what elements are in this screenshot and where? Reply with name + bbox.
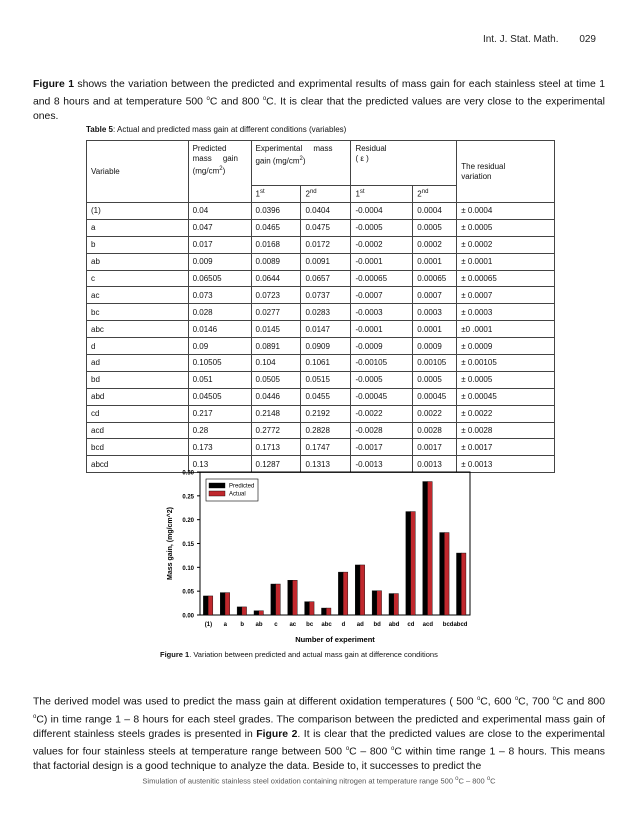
- journal-name: Int. J. Stat. Math.: [482, 34, 559, 45]
- table-cell: -0.0013: [351, 456, 413, 473]
- intro-text: C. It is clear that the predicted values are very close to the experimental ones.: [33, 96, 605, 123]
- table-cell: 0.0005: [413, 219, 457, 236]
- table-cell: 0.0909: [301, 338, 351, 355]
- header-variable: Variable: [87, 141, 189, 203]
- table-cell: 0.0145: [251, 321, 301, 338]
- table-cell: -0.0005: [351, 371, 413, 388]
- table-cell: ± 0.0028: [457, 422, 555, 439]
- header-text: Residual: [355, 144, 387, 153]
- mass-gain-chart: [160, 462, 480, 652]
- legend-label-actual: Actual: [229, 491, 246, 498]
- header-text: 1: [355, 189, 360, 199]
- degree-sign: o: [390, 745, 395, 752]
- page-number: 029: [579, 34, 596, 45]
- bar-actual: [343, 572, 348, 615]
- table-cell: -0.0003: [351, 304, 413, 321]
- degree-sign: o: [552, 696, 557, 702]
- bar-actual: [259, 611, 264, 615]
- y-tick-label: 0.25: [182, 494, 194, 501]
- body-text: C and 800: [556, 696, 605, 708]
- bar-predicted: [355, 565, 360, 615]
- header-text: ): [222, 166, 226, 176]
- table-cell: acd: [87, 422, 189, 439]
- table-cell: -0.0022: [351, 405, 413, 422]
- table-caption: [86, 125, 346, 134]
- bar-actual: [225, 593, 230, 615]
- table-cell: 0.028: [188, 304, 251, 321]
- bar-actual: [242, 607, 247, 615]
- table-cell: 0.173: [188, 439, 251, 456]
- bar-predicted: [440, 533, 445, 615]
- x-tick-label: bcdabcd: [442, 622, 468, 628]
- table-cell: 0.0022: [413, 405, 457, 422]
- table-cell: -0.0017: [351, 439, 413, 456]
- x-tick-label: ad: [356, 622, 364, 628]
- table-cell: ± 0.0002: [457, 236, 555, 253]
- bar-actual: [208, 596, 213, 615]
- table-cell: -0.0004: [351, 203, 413, 220]
- table-cell: -0.0028: [351, 422, 413, 439]
- header-predicted: [188, 141, 251, 203]
- bar-predicted: [423, 482, 428, 615]
- table-cell: 0.047: [188, 219, 251, 236]
- figure-ref: Figure 2: [256, 728, 298, 740]
- body-text: The derived model was used to predict the mass gain at different oxidation temperatures ( 500: [33, 696, 477, 708]
- footer-text: Simulation of austenitic stainless steel oxidation containing nitrogen at temperature range 500: [142, 776, 456, 786]
- table-cell: ± 0.0017: [457, 439, 555, 456]
- y-axis-label: Mass gain, (mg/cm^2): [167, 507, 174, 580]
- bar-predicted: [203, 596, 208, 615]
- x-tick-label: bc: [306, 622, 314, 628]
- intro-paragraph: [33, 78, 605, 124]
- y-tick-label: 0.00: [182, 613, 194, 620]
- header-sup: st: [359, 189, 365, 196]
- table-row: [87, 405, 555, 422]
- header-variation: [457, 141, 555, 203]
- table-cell: ± 0.0007: [457, 287, 555, 304]
- bar-predicted: [322, 608, 327, 615]
- table-caption-text: : Actual and predicted mass gain at different conditions (variables): [112, 125, 347, 134]
- x-axis-label: Number of experiment: [295, 635, 375, 644]
- table-row: [87, 355, 555, 372]
- table-cell: 0.1061: [301, 355, 351, 372]
- degree-sign: o: [262, 96, 267, 103]
- table-cell: 0.0465: [251, 219, 301, 236]
- y-tick-label: 0.30: [182, 470, 194, 477]
- intro-text: shows the variation between the predicted and exprimental results of mass gain for each stainless steel at time 1 and 8 hours and at temperature 500: [33, 79, 605, 108]
- table-cell: 0.0172: [301, 236, 351, 253]
- figure-ref: Figure 1: [33, 79, 74, 90]
- bar-predicted: [254, 611, 259, 615]
- bar-actual: [411, 512, 416, 615]
- bar-predicted: [372, 591, 377, 615]
- table-cell: 0.28: [188, 422, 251, 439]
- body-text: . It is clear that the predicted values are close to the experimental values for four stainless steels at temperature range between 500: [33, 728, 605, 758]
- table-cell: 0.1713: [251, 439, 301, 456]
- table-cell: 0.2148: [251, 405, 301, 422]
- table-cell: 0.0505: [251, 371, 301, 388]
- bar-actual: [444, 533, 449, 615]
- table-cell: ± 0.00045: [457, 388, 555, 405]
- table-cell: 0.10505: [188, 355, 251, 372]
- table-cell: ± 0.0022: [457, 405, 555, 422]
- table-cell: 0.2192: [301, 405, 351, 422]
- body-text: C, 600: [480, 696, 515, 708]
- table-row: [87, 304, 555, 321]
- intro-text: C and 800: [209, 96, 263, 108]
- table-cell: abcd: [87, 456, 189, 473]
- header-text: ): [302, 156, 306, 166]
- table-cell: 0.0089: [251, 253, 301, 270]
- header-sup: nd: [421, 189, 429, 196]
- figure-caption-text: . Variation between predicted and actual mass gain at difference conditions: [189, 650, 438, 659]
- table-cell: bcd: [87, 439, 189, 456]
- table-row: [87, 270, 555, 287]
- table-cell: -0.0009: [351, 338, 413, 355]
- bar-actual: [309, 602, 314, 615]
- x-tick-label: ab: [255, 622, 263, 628]
- bar-predicted: [457, 553, 462, 615]
- header-sup: 2: [299, 156, 303, 162]
- table-cell: 0.0007: [413, 287, 457, 304]
- table-cell: 0.217: [188, 405, 251, 422]
- table-cell: 0.017: [188, 236, 251, 253]
- x-tick-label: ac: [289, 622, 297, 628]
- table-cell: 0.0147: [301, 321, 351, 338]
- table-cell: 0.13: [188, 456, 251, 473]
- bar-predicted: [220, 593, 225, 615]
- table-cell: -0.0002: [351, 236, 413, 253]
- y-tick-label: 0.20: [182, 518, 194, 525]
- table-cell: 0.0001: [413, 253, 457, 270]
- legend-label-predicted: Predicted: [229, 483, 255, 490]
- table-cell: -0.00105: [351, 355, 413, 372]
- header-residual: [351, 141, 457, 186]
- table-row: [87, 236, 555, 253]
- table-cell: ±0 .0001: [457, 321, 555, 338]
- header-text: 2: [305, 189, 310, 199]
- table-cell: 0.0005: [413, 371, 457, 388]
- bar-predicted: [305, 602, 310, 615]
- table-cell: ± 0.00065: [457, 270, 555, 287]
- table-cell: bd: [87, 371, 189, 388]
- table-cell: -0.0007: [351, 287, 413, 304]
- table-cell: a: [87, 219, 189, 236]
- subheader-exp-1st: [251, 186, 301, 203]
- subheader-res-2nd: [413, 186, 457, 203]
- degree-sign: o: [514, 696, 519, 702]
- header-text: 1: [255, 189, 260, 199]
- table-cell: 0.0001: [413, 321, 457, 338]
- table-cell: 0.04: [188, 203, 251, 220]
- table-cell: bc: [87, 304, 189, 321]
- degree-sign: o: [486, 776, 491, 782]
- data-table: [86, 140, 555, 473]
- table-cell: 0.0168: [251, 236, 301, 253]
- chart-svg: [160, 462, 480, 647]
- degree-sign: o: [206, 96, 210, 103]
- table-row: [87, 203, 555, 220]
- body-text: C) in time range 1 – 8 hours for each steel grades. The comparison between the predicted and experimental mass gain of different stainless steels grades is presented in: [33, 714, 605, 740]
- table-row: [87, 371, 555, 388]
- header-sup: st: [259, 189, 265, 196]
- table-cell: -0.0005: [351, 219, 413, 236]
- table-cell: ab: [87, 253, 189, 270]
- table-cell: 0.1287: [251, 456, 301, 473]
- table-cell: 0.0277: [251, 304, 301, 321]
- header-sup: 2: [219, 166, 223, 172]
- table-cell: 0.0091: [301, 253, 351, 270]
- table-cell: ± 0.0009: [457, 338, 555, 355]
- degree-sign: o: [476, 696, 481, 702]
- subheader-exp-2nd: [301, 186, 351, 203]
- table-cell: 0.1313: [301, 456, 351, 473]
- table-cell: 0.0515: [301, 371, 351, 388]
- table-cell: 0.0396: [251, 203, 301, 220]
- bar-actual: [394, 594, 399, 615]
- header-experimental: [251, 141, 351, 186]
- table-cell: 0.0009: [413, 338, 457, 355]
- bar-actual: [377, 591, 382, 615]
- figure-caption: [160, 650, 438, 659]
- x-tick-label: d: [341, 622, 346, 628]
- table-row: [87, 439, 555, 456]
- bar-predicted: [271, 584, 276, 615]
- bar-actual: [276, 584, 281, 615]
- y-tick-label: 0.15: [182, 542, 194, 548]
- x-tick-label: abd: [388, 622, 400, 628]
- table-cell: 0.0013: [413, 456, 457, 473]
- table-cell: 0.0723: [251, 287, 301, 304]
- header-sup: nd: [309, 189, 317, 196]
- table-cell: 0.104: [251, 355, 301, 372]
- table-cell: ± 0.0013: [457, 456, 555, 473]
- bar-actual: [461, 553, 466, 615]
- header-text: Experimental mass: [255, 144, 333, 153]
- header-text: (mg/cm: [192, 166, 220, 176]
- table-cell: cd: [87, 405, 189, 422]
- table-cell: 0.2772: [251, 422, 301, 439]
- table-cell: 0.0404: [301, 203, 351, 220]
- bar-actual: [326, 608, 331, 615]
- figure-caption-label: Figure 1: [160, 650, 190, 659]
- bar-predicted: [389, 594, 394, 615]
- header-text: ( ε ): [355, 154, 369, 163]
- table-cell: 0.0146: [188, 321, 251, 338]
- bar-predicted: [338, 572, 343, 615]
- table-cell: 0.0657: [301, 270, 351, 287]
- degree-sign: o: [33, 713, 37, 720]
- table-cell: 0.0004: [413, 203, 457, 220]
- table-row: [87, 253, 555, 270]
- table-cell: (1): [87, 203, 189, 220]
- legend-swatch-predicted: [209, 483, 225, 488]
- bar-actual: [427, 482, 432, 615]
- x-tick-label: (1): [204, 622, 213, 628]
- table-cell: ± 0.0003: [457, 304, 555, 321]
- footer-text: C – 800: [458, 776, 487, 786]
- table-cell: d: [87, 338, 189, 355]
- table-row: [87, 219, 555, 236]
- table-cell: 0.0475: [301, 219, 351, 236]
- x-tick-label: c: [274, 622, 278, 628]
- table-cell: ± 0.00105: [457, 355, 555, 372]
- table-cell: 0.0891: [251, 338, 301, 355]
- table-header-row: [87, 141, 555, 186]
- table-cell: 0.0028: [413, 422, 457, 439]
- table-cell: 0.0017: [413, 439, 457, 456]
- table-cell: 0.00045: [413, 388, 457, 405]
- x-tick-label: bd: [373, 622, 381, 628]
- table-cell: 0.09: [188, 338, 251, 355]
- table-cell: ± 0.0005: [457, 371, 555, 388]
- header-text: variation: [461, 171, 492, 181]
- bar-actual: [292, 580, 297, 615]
- table-cell: 0.073: [188, 287, 251, 304]
- table-cell: 0.0283: [301, 304, 351, 321]
- table-cell: -0.0001: [351, 253, 413, 270]
- table-cell: 0.1747: [301, 439, 351, 456]
- table-cell: ± 0.0001: [457, 253, 555, 270]
- table-row: [87, 287, 555, 304]
- degree-sign: o: [345, 745, 350, 752]
- table-cell: ± 0.0004: [457, 203, 555, 220]
- table-cell: 0.0644: [251, 270, 301, 287]
- table-cell: 0.009: [188, 253, 251, 270]
- body-paragraph: [33, 692, 605, 774]
- body-text: C within time range 1 – 8 hours. This means that factorial design is a good technique to analyze the data. Beside to, it successes to predict the: [33, 746, 605, 772]
- table-cell: ad: [87, 355, 189, 372]
- page-footer: [0, 776, 638, 786]
- x-tick-label: acd: [422, 622, 433, 628]
- legend-box: [206, 479, 258, 501]
- table-cell: -0.0001: [351, 321, 413, 338]
- body-text: C, 700: [518, 696, 553, 708]
- table-cell: ± 0.0005: [457, 219, 555, 236]
- table-cell: 0.2828: [301, 422, 351, 439]
- bar-predicted: [288, 580, 293, 615]
- x-tick-label: a: [223, 622, 227, 628]
- bar-predicted: [237, 607, 242, 615]
- table-cell: 0.04505: [188, 388, 251, 405]
- header-text: gain (mg/cm: [255, 156, 300, 166]
- y-tick-label: 0.05: [182, 589, 194, 596]
- table-row: [87, 338, 555, 355]
- header-text: mass gain: [192, 154, 238, 163]
- subheader-res-1st: [351, 186, 413, 203]
- table-cell: 0.0737: [301, 287, 351, 304]
- body-text: C – 800: [349, 746, 391, 758]
- table-cell: 0.0002: [413, 236, 457, 253]
- header-text: The residual: [461, 161, 506, 171]
- table-cell: 0.0003: [413, 304, 457, 321]
- table-cell: abd: [87, 388, 189, 405]
- y-tick-label: 0.10: [182, 565, 194, 572]
- table-row: [87, 422, 555, 439]
- table-row: [87, 321, 555, 338]
- table-cell: 0.00105: [413, 355, 457, 372]
- x-tick-label: cd: [407, 622, 415, 628]
- header-text: Predicted: [192, 144, 227, 153]
- bar-predicted: [406, 512, 411, 615]
- table-cell: ac: [87, 287, 189, 304]
- table-row: [87, 388, 555, 405]
- table-cell: 0.0455: [301, 388, 351, 405]
- x-tick-label: abc: [321, 622, 332, 628]
- table-cell: 0.00065: [413, 270, 457, 287]
- page-header: [465, 34, 596, 45]
- header-text: 2: [417, 189, 422, 199]
- bar-actual: [360, 565, 365, 615]
- table-cell: 0.051: [188, 371, 251, 388]
- table-cell: abc: [87, 321, 189, 338]
- degree-sign: o: [455, 776, 459, 782]
- table-cell: -0.00065: [351, 270, 413, 287]
- legend-swatch-actual: [209, 491, 225, 496]
- table-cell: c: [87, 270, 189, 287]
- table-cell: 0.06505: [188, 270, 251, 287]
- x-tick-label: b: [240, 622, 245, 628]
- table-cell: -0.00045: [351, 388, 413, 405]
- footer-text: C: [490, 776, 496, 786]
- table-cell: b: [87, 236, 189, 253]
- table-caption-label: Table 5: [86, 125, 113, 134]
- table-cell: 0.0446: [251, 388, 301, 405]
